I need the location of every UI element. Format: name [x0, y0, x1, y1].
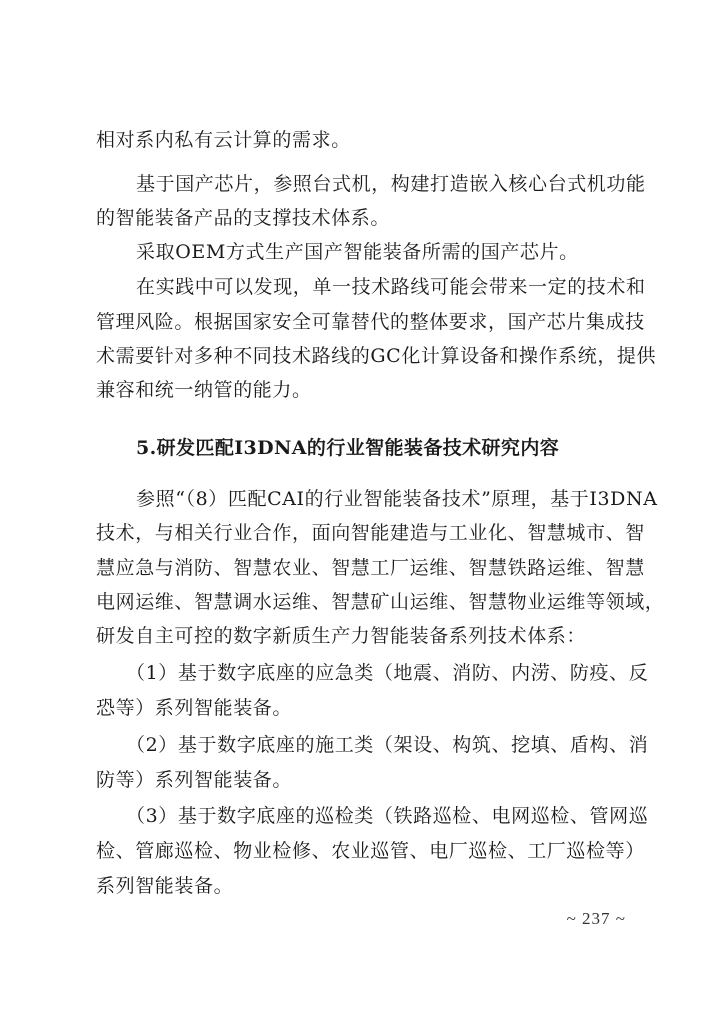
body-text-line: 术需要针对多种不同技术路线的GC化计算设备和操作系统，提供	[96, 345, 657, 367]
list-item-line: 检、管廊巡检、物业检修、农业巡管、电厂巡检、工厂巡检等）	[96, 840, 645, 862]
body-text-line: 基于国产芯片，参照台式机，构建打造嵌入核心台式机功能	[136, 173, 646, 195]
section-text-line: 慧应急与消防、智慧农业、智慧工厂运维、智慧铁路运维、智慧	[96, 557, 645, 579]
list-item-line: （2）基于数字底座的施工类（架设、构筑、挖填、盾构、消	[126, 734, 649, 756]
list-item-line: 恐等）系列智能装备。	[96, 697, 293, 719]
list-item-line: （1）基于数字底座的应急类（地震、消防、内涝、防疫、反	[126, 662, 649, 684]
page-number: ~ 237 ~	[566, 909, 626, 928]
body-text-line: 相对系内私有云计算的需求。	[96, 129, 351, 151]
section-text-line: 研发自主可控的数字新质生产力智能装备系列技术体系：	[96, 625, 587, 647]
section-text-line: 技术，与相关行业合作，面向智能建造与工业化、智慧城市、智	[96, 522, 645, 544]
body-text-line: 的智能装备产品的支撑技术体系。	[96, 207, 391, 229]
section-text-line: 参照“（8）匹配CAI的行业智能装备技术”原理，基于I3DNA	[136, 488, 658, 510]
section-heading: 5.研发匹配I3DNA的行业智能装备技术研究内容	[136, 437, 560, 459]
list-item-line: 系列智能装备。	[96, 875, 234, 897]
list-item-line: 防等）系列智能装备。	[96, 769, 293, 791]
body-text-line: 在实践中可以发现，单一技术路线可能会带来一定的技术和	[136, 276, 646, 298]
body-text-line: 管理风险。根据国家安全可靠替代的整体要求，国产芯片集成技	[96, 311, 645, 333]
body-text-line: 兼容和统一纳管的能力。	[96, 379, 312, 401]
list-item-line: （3）基于数字底座的巡检类（铁路巡检、电网巡检、管网巡	[126, 805, 649, 827]
body-text-line: 采取OEM方式生产国产智能装备所需的国产芯片。	[136, 241, 579, 263]
section-text-line: 电网运维、智慧调水运维、智慧矿山运维、智慧物业运维等领域，	[96, 591, 665, 613]
